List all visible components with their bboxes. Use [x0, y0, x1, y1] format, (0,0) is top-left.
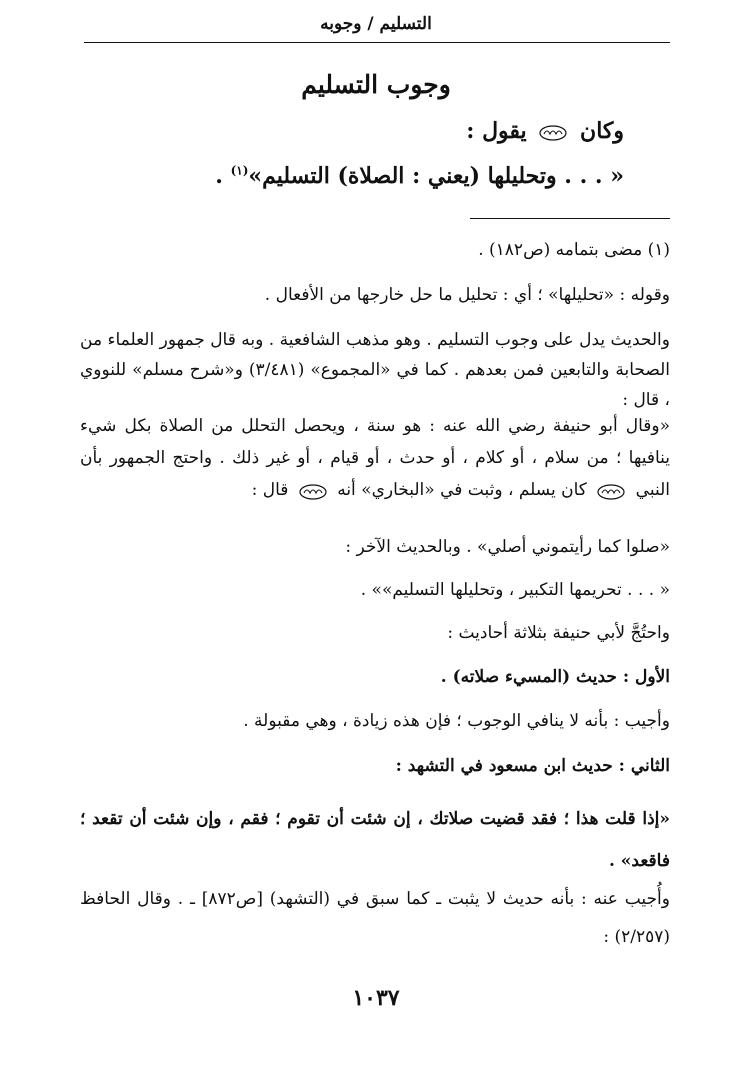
- hadith-line: [215, 163, 624, 189]
- footnote-tahlil: وقوله : «تحليلها» ؛ أي : تحليل ما حل خارجها من الأفعال .: [264, 285, 670, 305]
- hadith-quote: « . . . وتحليلها (يعني : الصلاة) التسليم»: [248, 163, 624, 189]
- footnote-thani: الثاني : حديث ابن مسعود في التشهد :: [395, 756, 670, 776]
- intro-after: يقول :: [466, 118, 527, 144]
- header-rule: [84, 42, 670, 43]
- page-number: ١٠٣٧: [352, 985, 400, 1011]
- footnote-1: (١) مضى بتمامه (ص١٨٢) .: [478, 240, 670, 260]
- intro-before: وكان: [580, 118, 624, 144]
- footnote-awwal: الأول : حديث (المسيء صلاته) .: [440, 667, 670, 687]
- footnote-tahrim: « . . . تحريمها التكبير ، وتحليلها التسليم»» .: [360, 580, 670, 600]
- abuhanifa-text-c: قال :: [251, 480, 289, 500]
- footnote-rule: [470, 218, 670, 219]
- footnote-idha: «إذا قلت هذا ؛ فقد قضيت صلاتك ، إن شئت أن تقوم ؛ فقم ، وإن شئت أن تقعد ؛ فاقعد» .: [80, 809, 670, 871]
- salla-allahu-alayhi-wasallam-icon: [298, 482, 328, 500]
- footnote-abuhanifa-paragraph: [80, 410, 670, 506]
- salla-allahu-alayhi-wasallam-icon: [538, 123, 568, 141]
- footnote-ujiba-1: وأجيب : بأنه لا ينافي الوجوب ؛ فإن هذه زيادة ، وهي مقبولة .: [243, 711, 670, 731]
- running-header: التسليم / وجوبه: [320, 14, 432, 34]
- salla-allahu-alayhi-wasallam-icon: [596, 482, 626, 500]
- footnote-marker: (١): [230, 163, 249, 178]
- hadith-end: .: [215, 163, 231, 189]
- abuhanifa-text-b: كان يسلم ، وثبت في «البخاري» أنه: [337, 480, 587, 500]
- abuhanifa-text-a: «وقال أبو حنيفة رضي الله عنه : هو سنة ، ويحصل التحلل من الصلاة بكل شيء ينافيها ؛ من سلام ، أو كلام ، أو حدث ، أو قيام ، أو غير ذلك . واحتج الجمهور بأن النبي: [80, 416, 670, 500]
- footnote-hadith-paragraph: والحديث يدل على وجوب التسليم . وهو مذهب الشافعية . وبه قال جمهور العلماء من الصحابة والتابعين فمن بعدهم . كما في «المجموع» (٣/٤٨١) و«شرح مسلم» للنووي ، قال :: [80, 330, 670, 410]
- page-title: وجوب التسليم: [301, 70, 451, 99]
- footnote-ihtajja: واحتُجَّ لأبي حنيفة بثلاثة أحاديث :: [447, 623, 670, 643]
- intro-line: [466, 118, 624, 144]
- footnote-ujiba-2: وأُجيب عنه : بأنه حديث لا يثبت ـ كما سبق في (التشهد) [ص٨٧٢] ـ . وقال الحافظ (٢/٢٥٧) :: [80, 889, 670, 947]
- footnote-sallu: «صلوا كما رأيتموني أصلي» . وبالحديث الآخر :: [345, 537, 670, 557]
